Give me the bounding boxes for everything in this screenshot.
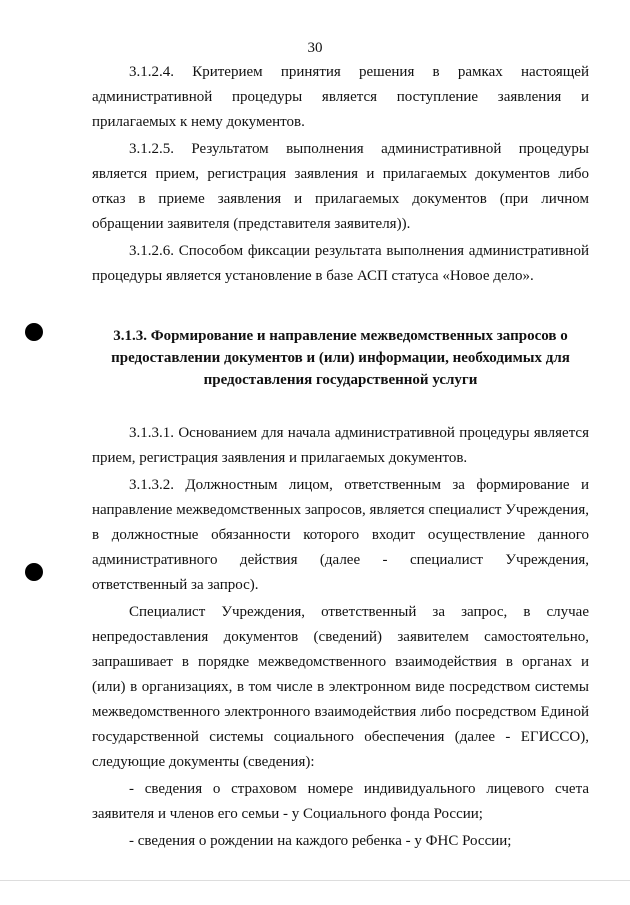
page-number: 30 (307, 40, 323, 56)
paragraph-3-1-2-6: 3.1.2.6. Способом фиксации результата выполнения административной процедуры является установление в базе АСП статуса «Новое дело». (92, 243, 589, 284)
list-item-birth: - сведения о рождении на каждого ребенка - у ФНС России; (129, 833, 512, 849)
document-body (92, 60, 589, 854)
paragraph-3-1-3-2: 3.1.3.2. Должностным лицом, ответственным за формирование и направление межведомственных запросов, является специалист Учреждения, в должностные обязанности которого входит осуществление данного административного действия (далее - специалист Учреждения, ответственный за запрос). (92, 477, 589, 593)
list-item-snils: - сведения о страховом номере индивидуального лицевого счета заявителя и членов его семьи - у Социального фонда России; (92, 781, 589, 822)
paragraph-3-1-3-1: 3.1.3.1. Основанием для начала административной процедуры является прием, регистрация заявления и прилагаемых документов. (92, 425, 589, 466)
section-heading-3-1-3: 3.1.3. Формирование и направление межведомственных запросов о предоставлении документов и (или) информации, необходимых для предоставления государственной услуги (111, 328, 570, 388)
binder-hole-lower (25, 563, 43, 581)
page-bottom-edge (0, 880, 630, 881)
binder-hole-upper (25, 323, 43, 341)
paragraph-specialist-request: Специалист Учреждения, ответственный за запрос, в случае непредоставления документов (сведений) заявителем самостоятельно, запрашивает в порядке межведомственного взаимодействия в органах и (или) в организациях, в том числе в электронном виде посредством системы межведомственного электронного взаимодействия либо посредством Единой государственной системы социального обеспечения (далее - ЕГИССО), следующие документы (сведения): (92, 604, 589, 770)
paragraph-3-1-2-4: 3.1.2.4. Критерием принятия решения в рамках настоящей административной процедуры является поступление заявления и прилагаемых к нему документов. (92, 64, 589, 130)
paragraph-3-1-2-5: 3.1.2.5. Результатом выполнения административной процедуры является прием, регистрация заявления и прилагаемых документов либо отказ в приеме заявления и прилагаемых документов (при личном обращении заявителя (представителя заявителя)). (92, 141, 589, 232)
